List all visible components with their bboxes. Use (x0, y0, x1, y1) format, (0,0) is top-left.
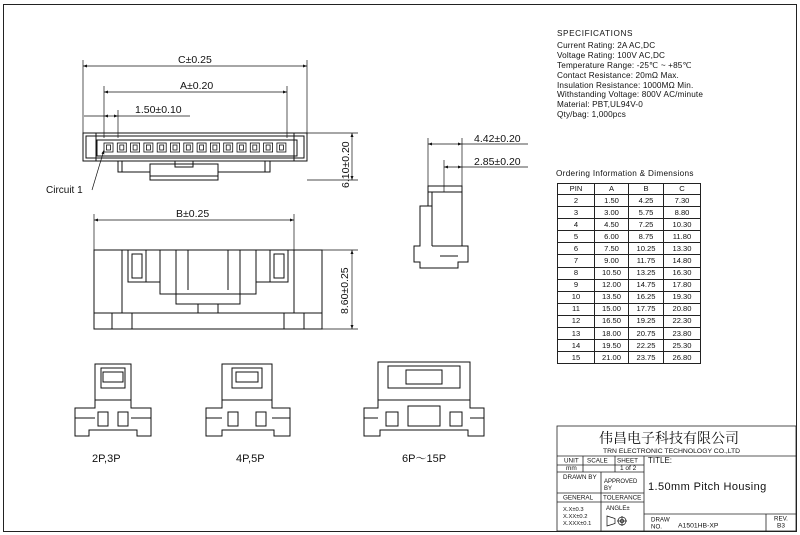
contact-terminal (146, 145, 150, 150)
unit-label: UNIT (564, 457, 579, 465)
table-row (558, 255, 701, 267)
table-cell: 10 (558, 291, 595, 303)
dim-442-label: 4.42±0.20 (474, 133, 521, 145)
table-cell: 7 (558, 255, 595, 267)
draw-number: A1501HB-XP (678, 522, 719, 530)
table-row (558, 231, 701, 243)
dim-pitch-label: 1.50±0.10 (135, 104, 182, 116)
contact-terminal (200, 145, 204, 150)
table-cell: 9 (558, 279, 595, 291)
product-title: 1.50mm Pitch Housing (648, 481, 767, 493)
spec-line: Temperature Range: -25℃ ~ +85℃ (557, 60, 692, 70)
ordering-title: Ordering Information & Dimensions (556, 169, 694, 178)
sheet-label: SHEET (617, 457, 638, 465)
table-cell: 17.80 (664, 279, 701, 291)
table-cell: 10.50 (595, 267, 629, 279)
contact-cavity (250, 143, 259, 152)
table-row (558, 243, 701, 255)
table-cell: 11.75 (629, 255, 664, 267)
dim-b-label: B±0.25 (176, 208, 210, 220)
view-label-2p-3p: 2P,3P (92, 453, 121, 465)
contact-terminal (173, 145, 177, 150)
table-cell: 25.30 (664, 340, 701, 352)
tolerance-label: TOLERANCE (603, 494, 642, 502)
contact-cavity (197, 143, 206, 152)
table-cell: 14.80 (664, 255, 701, 267)
contact-cavity (104, 143, 113, 152)
contact-cavity (237, 143, 246, 152)
dim-610-label: 6.10±0.20 (340, 141, 352, 188)
contact-terminal (107, 145, 111, 150)
dim-a-label: A±0.20 (180, 80, 214, 92)
table-cell: 23.75 (629, 352, 664, 364)
contact-terminal (266, 145, 270, 150)
specifications-title: SPECIFICATIONS (557, 29, 634, 38)
table-cell: 4.25 (629, 195, 664, 207)
table-cell: 17.75 (629, 303, 664, 315)
approved-by-label: BY (604, 486, 613, 492)
table-row (558, 328, 701, 340)
drawn-by-label: DRAWN BY (563, 474, 597, 481)
table-cell: 23.80 (664, 328, 701, 340)
table-cell: 6 (558, 243, 595, 255)
unit-value: mm (566, 465, 577, 472)
table-row (558, 291, 701, 303)
tolerance-2: X.XX±0.2 (563, 514, 588, 520)
rev-label: REV. (774, 515, 788, 523)
contact-terminal (253, 145, 257, 150)
contact-cavity (131, 143, 140, 152)
contact-terminal (120, 145, 124, 150)
table-cell: 22.30 (664, 315, 701, 327)
table-cell: 7.25 (629, 219, 664, 231)
table-cell: 11 (558, 303, 595, 315)
table-cell: 3.00 (595, 207, 629, 219)
table-cell: 20.75 (629, 328, 664, 340)
contact-terminal (186, 145, 190, 150)
table-cell: 18.00 (595, 328, 629, 340)
spec-line: Qty/bag: 1,000pcs (557, 110, 627, 120)
table-cell: 11.80 (664, 231, 701, 243)
table-cell: 20.80 (664, 303, 701, 315)
table-cell: 12 (558, 315, 595, 327)
contact-cavity (277, 143, 286, 152)
dim-c-label: C±0.25 (178, 54, 212, 66)
rev-value: B3 (777, 522, 785, 530)
contact-cavity (210, 143, 219, 152)
dim-860-label: 8.60±0.25 (339, 267, 351, 314)
spec-line: Withstanding Voltage: 800V AC/minute (557, 90, 704, 100)
table-cell: 2 (558, 195, 595, 207)
table-cell: 10.30 (664, 219, 701, 231)
table-row (558, 352, 701, 364)
table-cell: 13.50 (595, 291, 629, 303)
view-label-6p-15p: 6P～15P (402, 453, 447, 465)
contact-terminal (160, 145, 164, 150)
front-view (83, 133, 307, 180)
table-row (558, 207, 701, 219)
spec-line: Insulation Resistance: 1000MΩ Min. (557, 80, 694, 90)
plan-view-dimensions (94, 214, 358, 329)
table-cell: 13.25 (629, 267, 664, 279)
angle-label: ANGLE± (606, 506, 630, 512)
table-cell: 12.00 (595, 279, 629, 291)
title-label: TITLE: (648, 456, 673, 465)
contact-cavity (117, 143, 126, 152)
table-cell: 15 (558, 352, 595, 364)
end-view-2p-3p (75, 364, 151, 436)
contact-cavity (157, 143, 166, 152)
table-cell: 3 (558, 207, 595, 219)
table-cell: 1.50 (595, 195, 629, 207)
column-header: C (664, 184, 701, 195)
draw-no-label: NO. (651, 523, 663, 531)
contact-cavity (224, 143, 233, 152)
scale-label: SCALE (587, 457, 608, 465)
table-row (558, 279, 701, 291)
table-cell: 13.30 (664, 243, 701, 255)
table-cell: 22.25 (629, 340, 664, 352)
contact-terminal (240, 145, 244, 150)
spec-line: Material: PBT,UL94V-0 (557, 100, 643, 110)
table-cell: 5 (558, 231, 595, 243)
table-cell: 7.30 (664, 195, 701, 207)
company-name-cn: 伟昌电子科技有限公司 (599, 430, 739, 446)
ordering-table (557, 183, 701, 364)
company-name-en: TRN ELECTRONIC TECHNOLOGY CO.,LTD (603, 448, 741, 455)
column-header: A (595, 184, 629, 195)
table-cell: 16.50 (595, 315, 629, 327)
table-cell: 7.50 (595, 243, 629, 255)
contact-terminal (133, 145, 137, 150)
table-cell: 4.50 (595, 219, 629, 231)
contact-row (104, 143, 286, 152)
dim-285-label: 2.85±0.20 (474, 156, 521, 168)
table-cell: 19.25 (629, 315, 664, 327)
table-cell: 13 (558, 328, 595, 340)
ordering-header-row (558, 184, 701, 195)
contact-cavity (184, 143, 193, 152)
table-cell: 10.25 (629, 243, 664, 255)
tolerance-3: X.XXX±0.1 (563, 521, 592, 527)
side-view (414, 186, 468, 268)
table-cell: 8 (558, 267, 595, 279)
circuit-1-label: Circuit 1 (46, 185, 83, 196)
sheet-value: 1 of 2 (620, 465, 637, 472)
table-cell: 8.80 (664, 207, 701, 219)
table-cell: 14.75 (629, 279, 664, 291)
contact-cavity (171, 143, 180, 152)
general-label: GENERAL (563, 494, 594, 502)
front-view-dimensions (83, 60, 358, 190)
specifications-panel (557, 29, 703, 120)
column-header: B (629, 184, 664, 195)
table-cell: 15.00 (595, 303, 629, 315)
table-cell: 26.80 (664, 352, 701, 364)
projection-symbol-icon (607, 516, 627, 526)
table-cell: 5.75 (629, 207, 664, 219)
ordering-table-body (558, 195, 701, 364)
table-row (558, 219, 701, 231)
spec-line: Contact Resistance: 20mΩ Max. (557, 70, 679, 80)
approved-label: APPROVED (604, 479, 638, 485)
end-view-6p-15p (364, 362, 484, 436)
column-header: PIN (558, 184, 595, 195)
plan-view (94, 250, 322, 329)
table-row (558, 267, 701, 279)
contact-terminal (279, 145, 283, 150)
contact-cavity (264, 143, 273, 152)
table-cell: 21.00 (595, 352, 629, 364)
view-label-4p-5p: 4P,5P (236, 453, 265, 465)
table-row (558, 315, 701, 327)
table-row (558, 195, 701, 207)
table-cell: 14 (558, 340, 595, 352)
end-view-4p-5p (206, 364, 290, 436)
tolerance-1: X.X±0.3 (563, 507, 584, 513)
contact-terminal (213, 145, 217, 150)
table-cell: 16.25 (629, 291, 664, 303)
table-cell: 16.30 (664, 267, 701, 279)
spec-line: Current Rating: 2A AC,DC (557, 40, 656, 50)
table-cell: 6.00 (595, 231, 629, 243)
table-row (558, 303, 701, 315)
table-cell: 8.75 (629, 231, 664, 243)
draw-label: DRAW (651, 516, 670, 524)
table-cell: 19.50 (595, 340, 629, 352)
table-cell: 9.00 (595, 255, 629, 267)
table-row (558, 340, 701, 352)
spec-line: Voltage Rating: 100V AC,DC (557, 50, 666, 60)
contact-terminal (226, 145, 230, 150)
table-cell: 4 (558, 219, 595, 231)
contact-cavity (144, 143, 153, 152)
table-cell: 19.30 (664, 291, 701, 303)
